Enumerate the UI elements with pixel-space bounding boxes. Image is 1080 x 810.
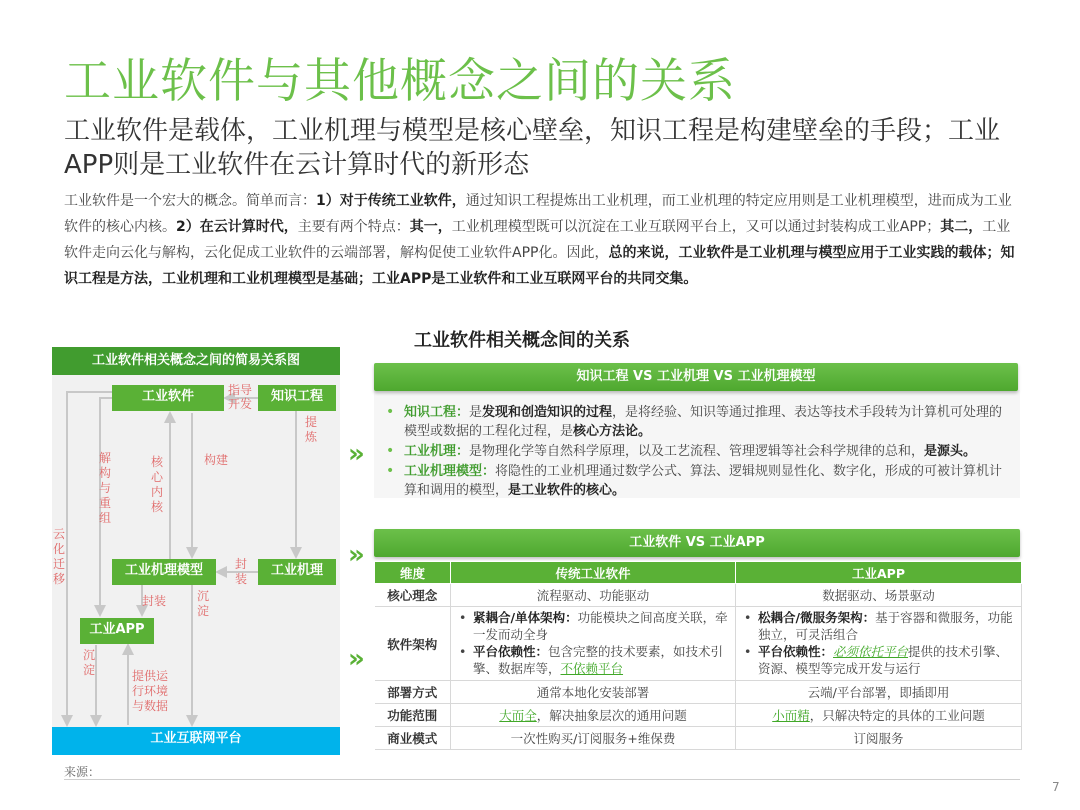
table-header-row [375,562,1022,584]
box-mechanism: 工业机理 [258,559,336,585]
concept-compare-list [384,403,1010,501]
box-industrial-software: 工业软件 [112,385,224,411]
box-iiot-platform: 工业互联网平台 [52,727,340,755]
list-item: • 知识工程：是发现和创造知识的过程，是将经验、知识等通过推理、表达等技术手段转为计算机可处理的模型或数据的工程化过程，是核心方法论。 [384,403,1010,441]
box-mechanism-model: 工业机理模型 [112,559,216,585]
box-industrial-app: 工业APP [80,618,154,644]
label-core: 核心内核 [150,455,163,514]
label-settle-2: 沉淀 [82,648,95,677]
page-number: 7 [1052,780,1060,794]
software-app-compare-table [374,561,1022,750]
concept-compare-header: 知识工程 VS 工业机理 VS 工业机理模型 [374,363,1018,391]
chevron-right-icon: » [348,540,365,570]
label-package-1: 封装 [234,557,247,586]
label-develop: 开发 [228,397,253,411]
box-knowledge-engineering: 知识工程 [258,385,336,411]
label-provide: 提供运 行环境 与数据 [132,669,169,713]
label-cloud-migration: 云化迁移 [52,527,65,586]
label-refine: 提炼 [304,415,317,444]
label-build: 构建 [204,453,229,467]
table-row: 商业模式 一次性购买/订阅服务+维保费 订阅服务 [375,727,1022,750]
source-note: 来源： [64,765,101,779]
label-settle-1: 沉淀 [196,589,209,618]
page-subtitle: 工业软件是载体，工业机理与模型是核心壁垒，知识工程是构建壁垒的手段；工业APP则是工业软件在云计算时代的新形态 [64,116,1001,180]
diagram-header: 工业软件相关概念之间的简易关系图 [52,347,340,375]
relationship-diagram [52,347,340,755]
intro-paragraph: 工业软件是一个宏大的概念。简单而言：1）对于传统工业软件，通过知识工程提炼出工业机理，而工业机理的特定应用则是工业机理模型，进而成为工业软件的核心内核。2）在云计算时代，主要有两个特点：其一，工业机理模型既可以沉淀在工业互联网平台上，又可以通过封装构成工业APP；其二，工业软件走向云化与解构，云化促成工业软件的云端部署，解构促使工业软件APP化。因此，总的来说，工业软件是工业机理与模型应用于工业实践的载体；知识工程是方法，工业机理和工业机理模型是基础；工业APP是工业软件和工业互联网平台的共同交集。 [64,193,1015,287]
list-item: • 工业机理：是物理化学等自然科学原理，以及工艺流程、管理逻辑等社会科学规律的总和，是源头。 [384,442,1010,461]
chevron-right-icon: » [348,644,365,674]
list-item: • 工业机理模型：将隐性的工业机理通过数学公式、算法、逻辑规则显性化、数字化，形成的可被计算机计算和调用的模型，是工业软件的核心。 [384,462,1010,500]
label-package-2: 封装 [142,594,167,608]
col-dimension: 维度 [375,562,451,584]
page-title: 工业软件与其他概念之间的关系 [64,54,736,109]
diagram-section-title: 工业软件相关概念间的关系 [414,330,630,351]
chevron-right-icon: » [348,439,365,469]
col-app: 工业APP [736,562,1022,584]
table-row: 功能范围 大而全，解决抽象层次的通用问题 小而精，只解决特定的具体的工业问题 [375,704,1022,727]
table-row: 软件架构 • 紧耦合/单体架构：功能模块之间高度关联，牵一发而动全身 • 平台依赖性：包含完整的技术要素，如技术引擎、数据库等，不依赖平台 • 松耦合/微服务架构：基于容器和微服务，功能独立，可灵活组合 • 平台依赖性：必须依托平台提供的技术引擎、资源、模型等完成开发与运行 [375,607,1022,681]
table-row: 部署方式 通常本地化安装部署 云端/平台部署，即插即用 [375,681,1022,704]
software-app-compare-header: 工业软件 VS 工业APP [374,529,1020,557]
label-guide: 指导 [228,383,253,397]
footer-divider [64,779,1020,780]
label-deconstruct: 解构与重组 [98,451,111,525]
table-row: 核心理念 流程驱动、功能驱动 数据驱动、场景驱动 [375,584,1022,607]
col-traditional: 传统工业软件 [451,562,736,584]
